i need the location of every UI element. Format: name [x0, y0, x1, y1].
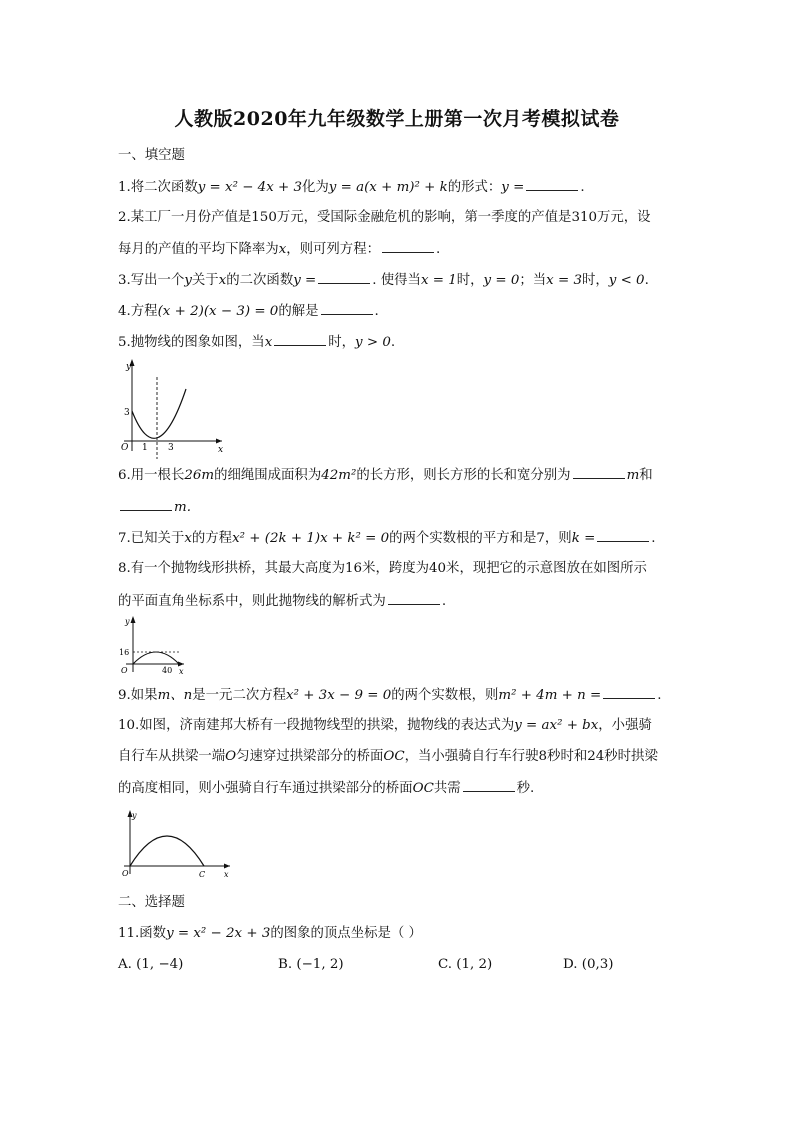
option-b[interactable]: B. (−1, 2) [278, 957, 344, 972]
question-2-line-2: 每月的产值的平均下降率为x，则可列方程： . [118, 239, 678, 260]
origin-label: O [121, 443, 129, 453]
origin-label: O [121, 666, 128, 675]
question-10-line-2: 自行车从拱梁一端O匀速穿过拱梁部分的桥面OC，当小强骑自行车行驶8秒时和24秒时拱梁 [118, 749, 658, 764]
answer-blank[interactable] [382, 239, 434, 253]
arch-curve [130, 836, 204, 866]
figure-10-bridge-arch [116, 806, 236, 882]
question-9: 9.如果m、n是一元二次方程x² + 3x − 9 = 0的两个实数根，则m² + 4m + n = . [118, 685, 678, 706]
answer-blank[interactable] [603, 685, 655, 699]
x-axis-arrow-icon [224, 864, 230, 869]
x-label: x [218, 445, 224, 455]
question-11: 11.函数y = x² − 2x + 3的图象的顶点坐标是（ ） [118, 926, 422, 941]
tick-label-3-y: 3 [124, 408, 130, 418]
question-3: 3.写出一个y关于x的二次函数y = . 使得当x = 1时，y = 0；当x = 3时，y < 0. [118, 270, 678, 291]
section-multiple-choice: 二、选择题 [118, 895, 185, 910]
question-7: 7.已知关于x的方程x² + (2k + 1)x + k² = 0的两个实数根的平方和是7，则k = . [118, 528, 678, 549]
x-label: x [224, 870, 229, 879]
x-label: x [179, 667, 184, 676]
answer-blank[interactable] [573, 465, 625, 479]
question-8-line-1: 8.有一个抛物线形拱桥，其最大高度为16米，跨度为40米，现把它的示意图放在如图所示 [118, 561, 647, 576]
parabola-curve [132, 389, 186, 438]
tick-label-3-x: 3 [168, 443, 174, 453]
figure-5-parabola [116, 355, 228, 459]
question-4: 4.方程(x + 2)(x − 3) = 0的解是 . [118, 301, 678, 322]
question-5: 5.抛物线的图象如图，当x 时，y > 0. [118, 332, 678, 353]
question-8-line-2: 的平面直角坐标系中，则此抛物线的解析式为 . [118, 591, 678, 612]
question-6-line-1: 6.用一根长26m的细绳围成面积为42m²的长方形，则长方形的长和宽分别为 m和 [118, 465, 678, 486]
origin-label: O [122, 869, 129, 878]
arch-curve [133, 652, 179, 664]
tick-label-1: 1 [142, 443, 148, 453]
question-10-line-1: 10.如图，济南建邦大桥有一段抛物线型的拱梁，抛物线的表达式为y = ax² + bx，小强骑 [118, 718, 652, 733]
y-axis-arrow-icon [131, 616, 136, 623]
option-a[interactable]: A. (1, −4) [118, 957, 184, 972]
y-label: y [125, 617, 130, 626]
answer-blank[interactable] [274, 332, 326, 346]
answer-blank[interactable] [463, 778, 515, 792]
point-c-label: C [199, 870, 206, 879]
question-1: 1.将二次函数y = x² − 4x + 3化为y = a(x + m)² + k的形式：y = . [118, 177, 678, 198]
answer-blank[interactable] [597, 528, 649, 542]
section-fill-blank: 一、填空题 [118, 148, 185, 163]
option-c[interactable]: C. (1, 2) [438, 957, 493, 972]
x-axis-arrow-icon [216, 439, 222, 444]
page-title: 人教版2020年九年级数学上册第一次月考模拟试卷 [174, 108, 620, 130]
question-2-line-1: 2.某工厂一月份产值是150万元，受国际金融危机的影响，第一季度的产值是310万元，设 [118, 210, 651, 225]
answer-blank[interactable] [120, 497, 172, 511]
question-10-line-3: 的高度相同，则小强骑自行车通过拱梁部分的桥面OC共需 秒. [118, 778, 678, 799]
question-6-line-2: m. [118, 497, 678, 518]
tick-label-40: 40 [162, 666, 173, 675]
y-label: y [126, 362, 132, 372]
option-d[interactable]: D. (0,3) [563, 957, 614, 972]
answer-blank[interactable] [321, 301, 373, 315]
tick-label-16: 16 [119, 648, 130, 657]
answer-blank[interactable] [318, 270, 370, 284]
answer-blank[interactable] [388, 591, 440, 605]
figure-8-arch-bridge [116, 612, 188, 676]
y-label: y [132, 811, 137, 820]
answer-blank[interactable] [526, 177, 578, 191]
